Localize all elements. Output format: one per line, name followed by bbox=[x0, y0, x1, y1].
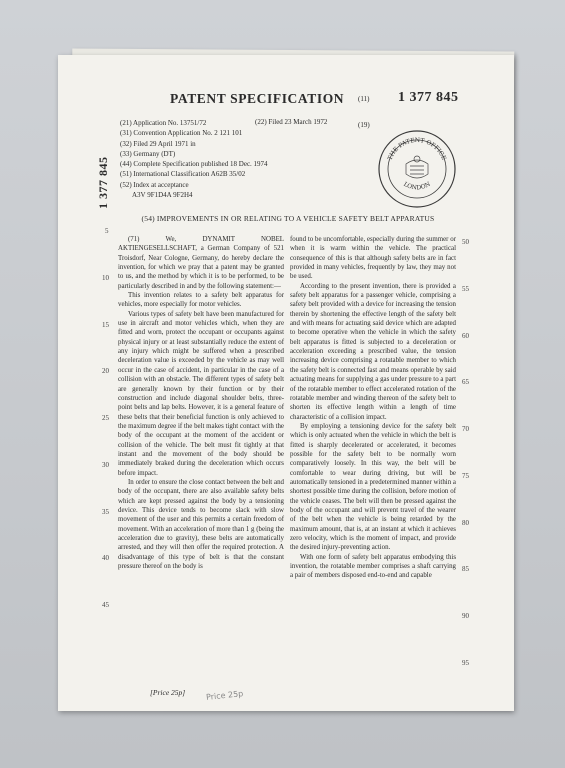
line-number: 20 bbox=[102, 367, 109, 376]
document-title: PATENT SPECIFICATION bbox=[170, 91, 345, 106]
paragraph: Various types of safety belt have been manufactured for use in aircraft and motor vehicles which, when they are fitted and worn, protect the occupant or occupants against physical injury or at least substantially reduce the extent of any injury which might be suffered when a prescribed deceleration value is exceeded by the vehicle as may well occur in the case of accident, in particular in the case of a collision with an obstacle. The different types of safety belt are generally known by their function or by their construction and include diagonal shoulder belts, three-point belts and lap belts. However, it is a general feature of these belts that their beneficial function is only achieved to the maximum degree if the belt makes tight contact with the body of the occupant at the moment of the accident or collision of the vehicle. The belt must fit tightly at that instant and the movement of the body should be immediately braked during the deceleration which occurs before impact. bbox=[118, 310, 284, 477]
publication-number-label: (11) bbox=[358, 95, 370, 103]
paragraph: With one form of safety belt apparatus embodying this invention, the rotatable member comprises a shaft carrying a pair of members disposed end-to-end and capable bbox=[290, 553, 456, 580]
paragraph: (71) We, DYNAMIT NOBEL AKTIENGESELLSCHAFT, a German Company of 521 Troisdorf, Near Cologne, Germany, do hereby declare the invention, for which we pray that a patent may be granted to us, and the method by which it is to be performed, to be particularly described in and by the following statement:— bbox=[118, 236, 284, 290]
application-number: (21) Application No. 13751/72 bbox=[120, 119, 207, 127]
paragraph: found to be uncomfortable, especially during the summer or when it is warm within the vehicle. The practical consequence of this is that although safety belts are in fact provided in many vehicles, frequently by law, they may not be used. bbox=[290, 236, 456, 281]
line-number: 40 bbox=[102, 554, 109, 563]
svg-text:LONDON bbox=[402, 181, 432, 192]
seal-city: LONDON bbox=[402, 180, 432, 192]
left-column bbox=[118, 235, 284, 571]
right-column bbox=[290, 235, 456, 581]
seal-text: THE PATENT OFFICE bbox=[386, 136, 448, 162]
line-number: 55 bbox=[462, 284, 469, 293]
patent-page bbox=[58, 55, 514, 711]
index-codes: A3V 9F1D4A 9F2H4 bbox=[132, 191, 193, 200]
line-number: 60 bbox=[462, 331, 469, 340]
line-number: 10 bbox=[102, 273, 109, 282]
bibliographic-data bbox=[120, 118, 380, 200]
country: (33) Germany (DT) bbox=[120, 149, 176, 158]
line-number: 30 bbox=[102, 460, 109, 469]
line-number: 75 bbox=[462, 471, 469, 480]
line-number: 95 bbox=[462, 658, 469, 667]
line-number: 90 bbox=[462, 612, 469, 620]
price: [Price 25p] bbox=[150, 688, 186, 697]
publication-number: 1 377 845 bbox=[398, 90, 459, 105]
line-number: 65 bbox=[462, 378, 469, 387]
classification: (51) International Classification A62B 35/02 bbox=[120, 170, 246, 179]
paragraph: In order to ensure the close contact between the belt and body of the occupant, there are also available safety belts which are kept pressed against the body by a tensioning device. This device tends to become slack with slow movement of the user and this permits a certain freedom of movement. With an acceleration of more than 1 g (being the acceleration due to gravity), these belts are automatically arrested, and they will then offer the required protection. A disadvantage of this type of belt is that the constant pressure thereof on the body is bbox=[118, 478, 284, 571]
line-number: 25 bbox=[102, 414, 109, 422]
filed-date: (32) Filed 29 April 1971 in bbox=[120, 139, 196, 148]
line-number: 50 bbox=[462, 238, 469, 246]
svg-text:THE PATENT OFFICE bbox=[387, 137, 448, 161]
line-number: 15 bbox=[102, 320, 109, 329]
convention-application: (31) Convention Application No. 2 121 101 bbox=[120, 129, 243, 138]
paragraph: By employing a tensioning device for the safety belt which is only actuated when the vehicle in which the belt is fitted is sharply decelerated or accelerated, it becomes possible for the safety belt to be normally worn comparatively loosely. In this way, the belt will be comfortable to wear during driving, but will be automatically tensioned in a predetermined manner within a shortest possible time during the collision, before motion of the vehicle ceases. The belt will then be pressed against the body of the occupant and will prevent travel of the wearer of the belt when the vehicle is being retarded by the maximum amount, that is, at an instant at which it achieves zero velocity, which is the moment of impact, and provide the desired injury-preventing action. bbox=[290, 422, 456, 552]
patent-office-seal bbox=[376, 128, 458, 210]
pencil-annotation: Price 25p bbox=[205, 689, 244, 702]
side-publication-number: 1 377 845 bbox=[96, 156, 110, 209]
invention-heading: (54) IMPROVEMENTS IN OR RELATING TO A VEHICLE SAFETY BELT APPARATUS bbox=[141, 214, 435, 223]
index-label: (52) Index at acceptance bbox=[120, 180, 189, 189]
publication-date: (44) Complete Specification published 18 Dec. 1974 bbox=[120, 160, 268, 169]
filed-22: (22) Filed 23 March 1972 bbox=[255, 118, 328, 126]
line-number: 70 bbox=[462, 425, 469, 433]
line-number: 45 bbox=[102, 601, 109, 609]
paragraph: According to the present invention, there is provided a safety belt apparatus for a passenger vehicle, comprising a safety belt provided with a device for increasing the tension therein by shortening the effective length of the safety belt and with means for actuating said device which are adapted to become operative when the vehicle in which the safety belt apparatus is fitted is subjected to a deceleration or acceleration exceeding a prescribed value, the tension increasing device comprising a rotatable member to which the safety belt is connected fast and means operable by said actuating means for supplying a gas under pressure to a part of the rotatable member to effect accelerated rotation of the rotatable member and winding thereon of the safety belt to shorten its effective length within a length of time characteristic of a collision impact. bbox=[290, 282, 456, 421]
line-number: 85 bbox=[462, 565, 469, 574]
line-number: 5 bbox=[105, 227, 109, 235]
line-number: 35 bbox=[102, 507, 109, 516]
country-code: (19) bbox=[358, 121, 370, 129]
line-number: 80 bbox=[462, 518, 469, 527]
paragraph: This invention relates to a safety belt apparatus for vehicles, more especially for motor vehicles. bbox=[118, 292, 284, 309]
